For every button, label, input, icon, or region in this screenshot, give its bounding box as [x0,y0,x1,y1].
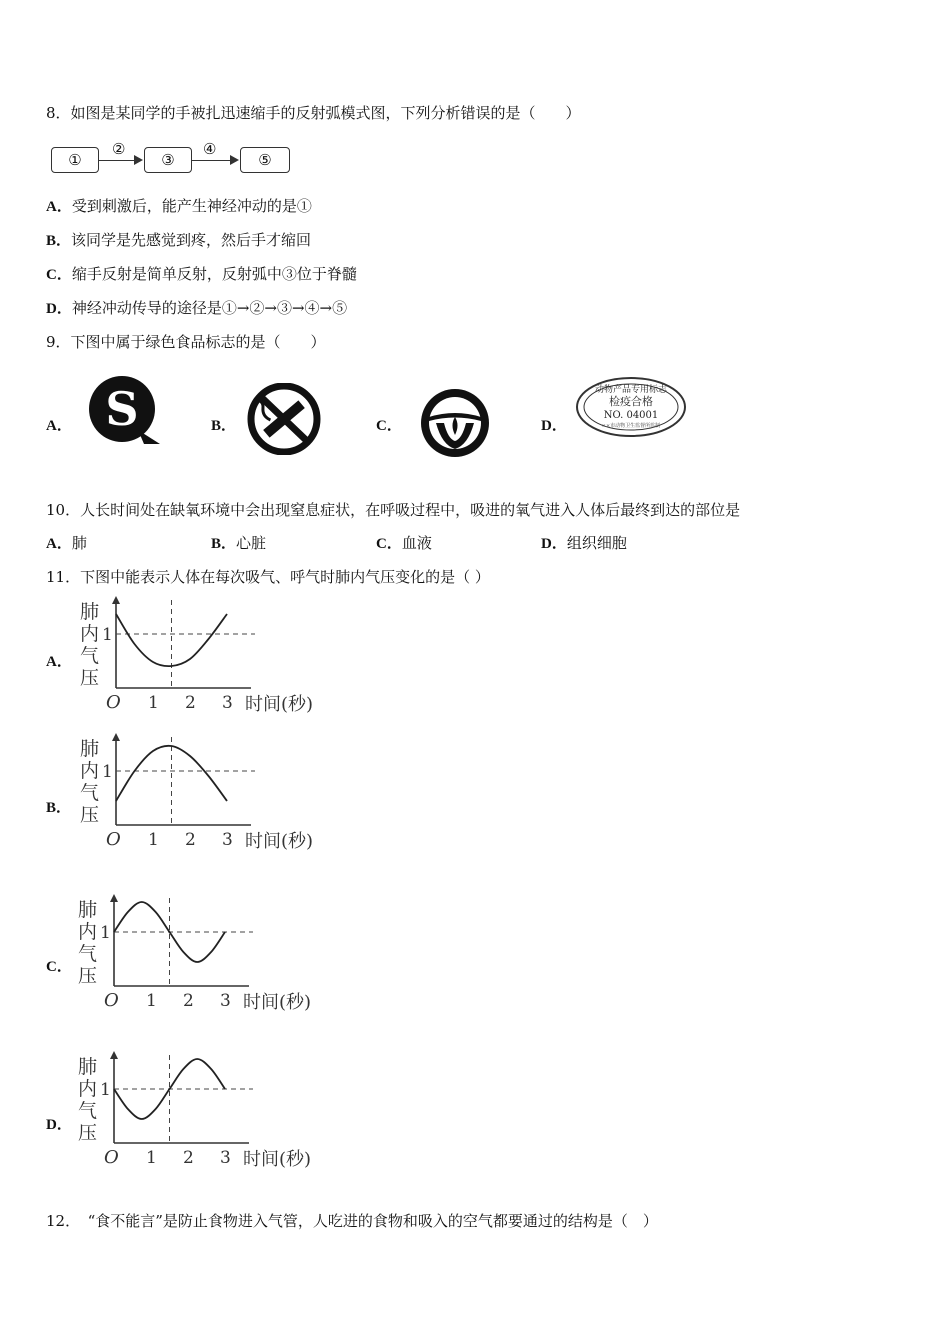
y-axis-label-char: 肺 [80,738,100,760]
q11-stem: 11．下图中能表示人体在每次吸气、呼气时肺内气压变化的是（ ） [46,568,490,586]
q10-option-a[interactable]: A．肺 [46,534,87,552]
chart-option-a[interactable] [72,592,332,722]
y-tick-label: 1 [100,923,111,943]
y-axis-label-char: 内 [80,760,100,782]
y-tick-label: 1 [102,762,113,782]
diagram-arrow-1 [99,160,141,161]
logo-a-letter: S [105,382,139,436]
green-food-logo-icon[interactable] [412,387,498,459]
logo-d-bottom-text: ××市动物卫生监督所监制 [601,423,661,429]
y-axis-arrow [112,596,120,604]
q8-option-d[interactable]: D．神经冲动传导的途径是①→②→③→④→⑤ [46,299,348,317]
no-smoking-logo-icon[interactable] [243,383,325,455]
q9-label-d[interactable]: D． [541,418,567,434]
y-axis-label-char: 压 [78,1122,98,1144]
animal-product-inspection-logo-icon[interactable] [574,375,688,439]
x-tick-label: 1 [148,693,159,713]
chart-option-b[interactable] [72,729,332,859]
q8-option-a[interactable]: A．受到刺激后，能产生神经冲动的是① [46,197,312,215]
diagram-label-4: ④ [203,140,217,158]
diagram-arrow-2 [192,160,237,161]
origin-label: O [106,829,121,850]
y-tick-label: 1 [102,625,113,645]
y-axis-label-char: 气 [80,782,100,804]
x-tick-label: 3 [220,991,231,1011]
q9-stem: 9．下图中属于绿色食品标志的是（ ） [46,333,326,351]
y-axis-label-char: 气 [78,943,98,965]
y-axis-label-char: 肺 [80,601,100,623]
x-axis-label: 时间(秒) [245,831,314,852]
x-tick-label: 3 [222,830,233,850]
y-tick-label: 1 [100,1080,111,1100]
chart-option-c[interactable] [70,890,330,1020]
q11-label-a[interactable]: A． [46,654,72,670]
x-tick-label: 3 [220,1148,231,1168]
q11-label-b[interactable]: B． [46,800,72,816]
q9-label-c[interactable]: C． [376,418,402,434]
x-tick-label: 3 [222,693,233,713]
origin-label: O [104,990,119,1011]
diagram-node-5: ⑤ [240,147,290,173]
q9-label-a[interactable]: A． [46,418,72,434]
y-axis-label-char: 内 [80,623,100,645]
y-axis-label-char: 气 [78,1100,98,1122]
q10-option-d[interactable]: D．组织细胞 [541,534,627,552]
y-axis-label-char: 肺 [78,1056,98,1078]
logo-d-line2: NO. 04001 [603,410,659,421]
q10-option-b[interactable]: B．心脏 [211,534,267,552]
logo-d-line1: 检疫合格 [609,395,653,408]
y-axis-label-char: 内 [78,1078,98,1100]
q11-label-d[interactable]: D． [46,1117,72,1133]
y-axis-arrow [110,1051,118,1059]
origin-label: O [104,1147,119,1168]
x-tick-label: 1 [146,1148,157,1168]
y-axis-label-char: 压 [78,965,98,987]
diagram-label-2: ② [112,140,126,158]
x-axis-label: 时间(秒) [243,1149,312,1170]
quality-mark-logo-icon[interactable] [80,372,170,450]
q9-label-b[interactable]: B． [211,418,237,434]
x-tick-label: 2 [185,830,196,850]
y-axis-arrow [110,894,118,902]
logo-d-arc-text: 动物产品专用标志 [594,385,668,395]
diagram-node-1: ① [51,147,99,173]
x-tick-label: 2 [185,693,196,713]
x-tick-label: 1 [146,991,157,1011]
q8-stem: 8．如图是某同学的手被扎迅速缩手的反射弧模式图，下列分析错误的是（ ） [46,104,581,122]
y-axis-arrow [112,733,120,741]
diagram-node-3: ③ [144,147,192,173]
x-tick-label: 1 [148,830,159,850]
q8-option-b[interactable]: B．该同学是先感觉到疼，然后手才缩回 [46,231,312,249]
y-axis-label-char: 肺 [78,899,98,921]
q10-stem: 10．人长时间处在缺氧环境中会出现窒息症状，在呼吸过程中，吸进的氧气进入人体后最终到达的部位是 [46,501,741,519]
q8-option-c[interactable]: C．缩手反射是简单反射，反射弧中③位于脊髓 [46,265,357,283]
y-axis-label-char: 内 [78,921,98,943]
x-tick-label: 2 [183,991,194,1011]
y-axis-label-char: 气 [80,645,100,667]
y-axis-label-char: 压 [80,804,100,826]
q10-option-c[interactable]: C．血液 [376,534,432,552]
x-axis-label: 时间(秒) [243,992,312,1013]
x-tick-label: 2 [183,1148,194,1168]
q11-label-c[interactable]: C． [46,959,72,975]
y-axis-label-char: 压 [80,667,100,689]
x-axis-label: 时间(秒) [245,694,314,715]
chart-option-d[interactable] [70,1047,330,1177]
q12-stem: 12． “食不能言”是防止食物进入气管，人吃进的食物和吸入的空气都要通过的结构是（ ） [46,1212,658,1230]
origin-label: O [106,692,121,713]
